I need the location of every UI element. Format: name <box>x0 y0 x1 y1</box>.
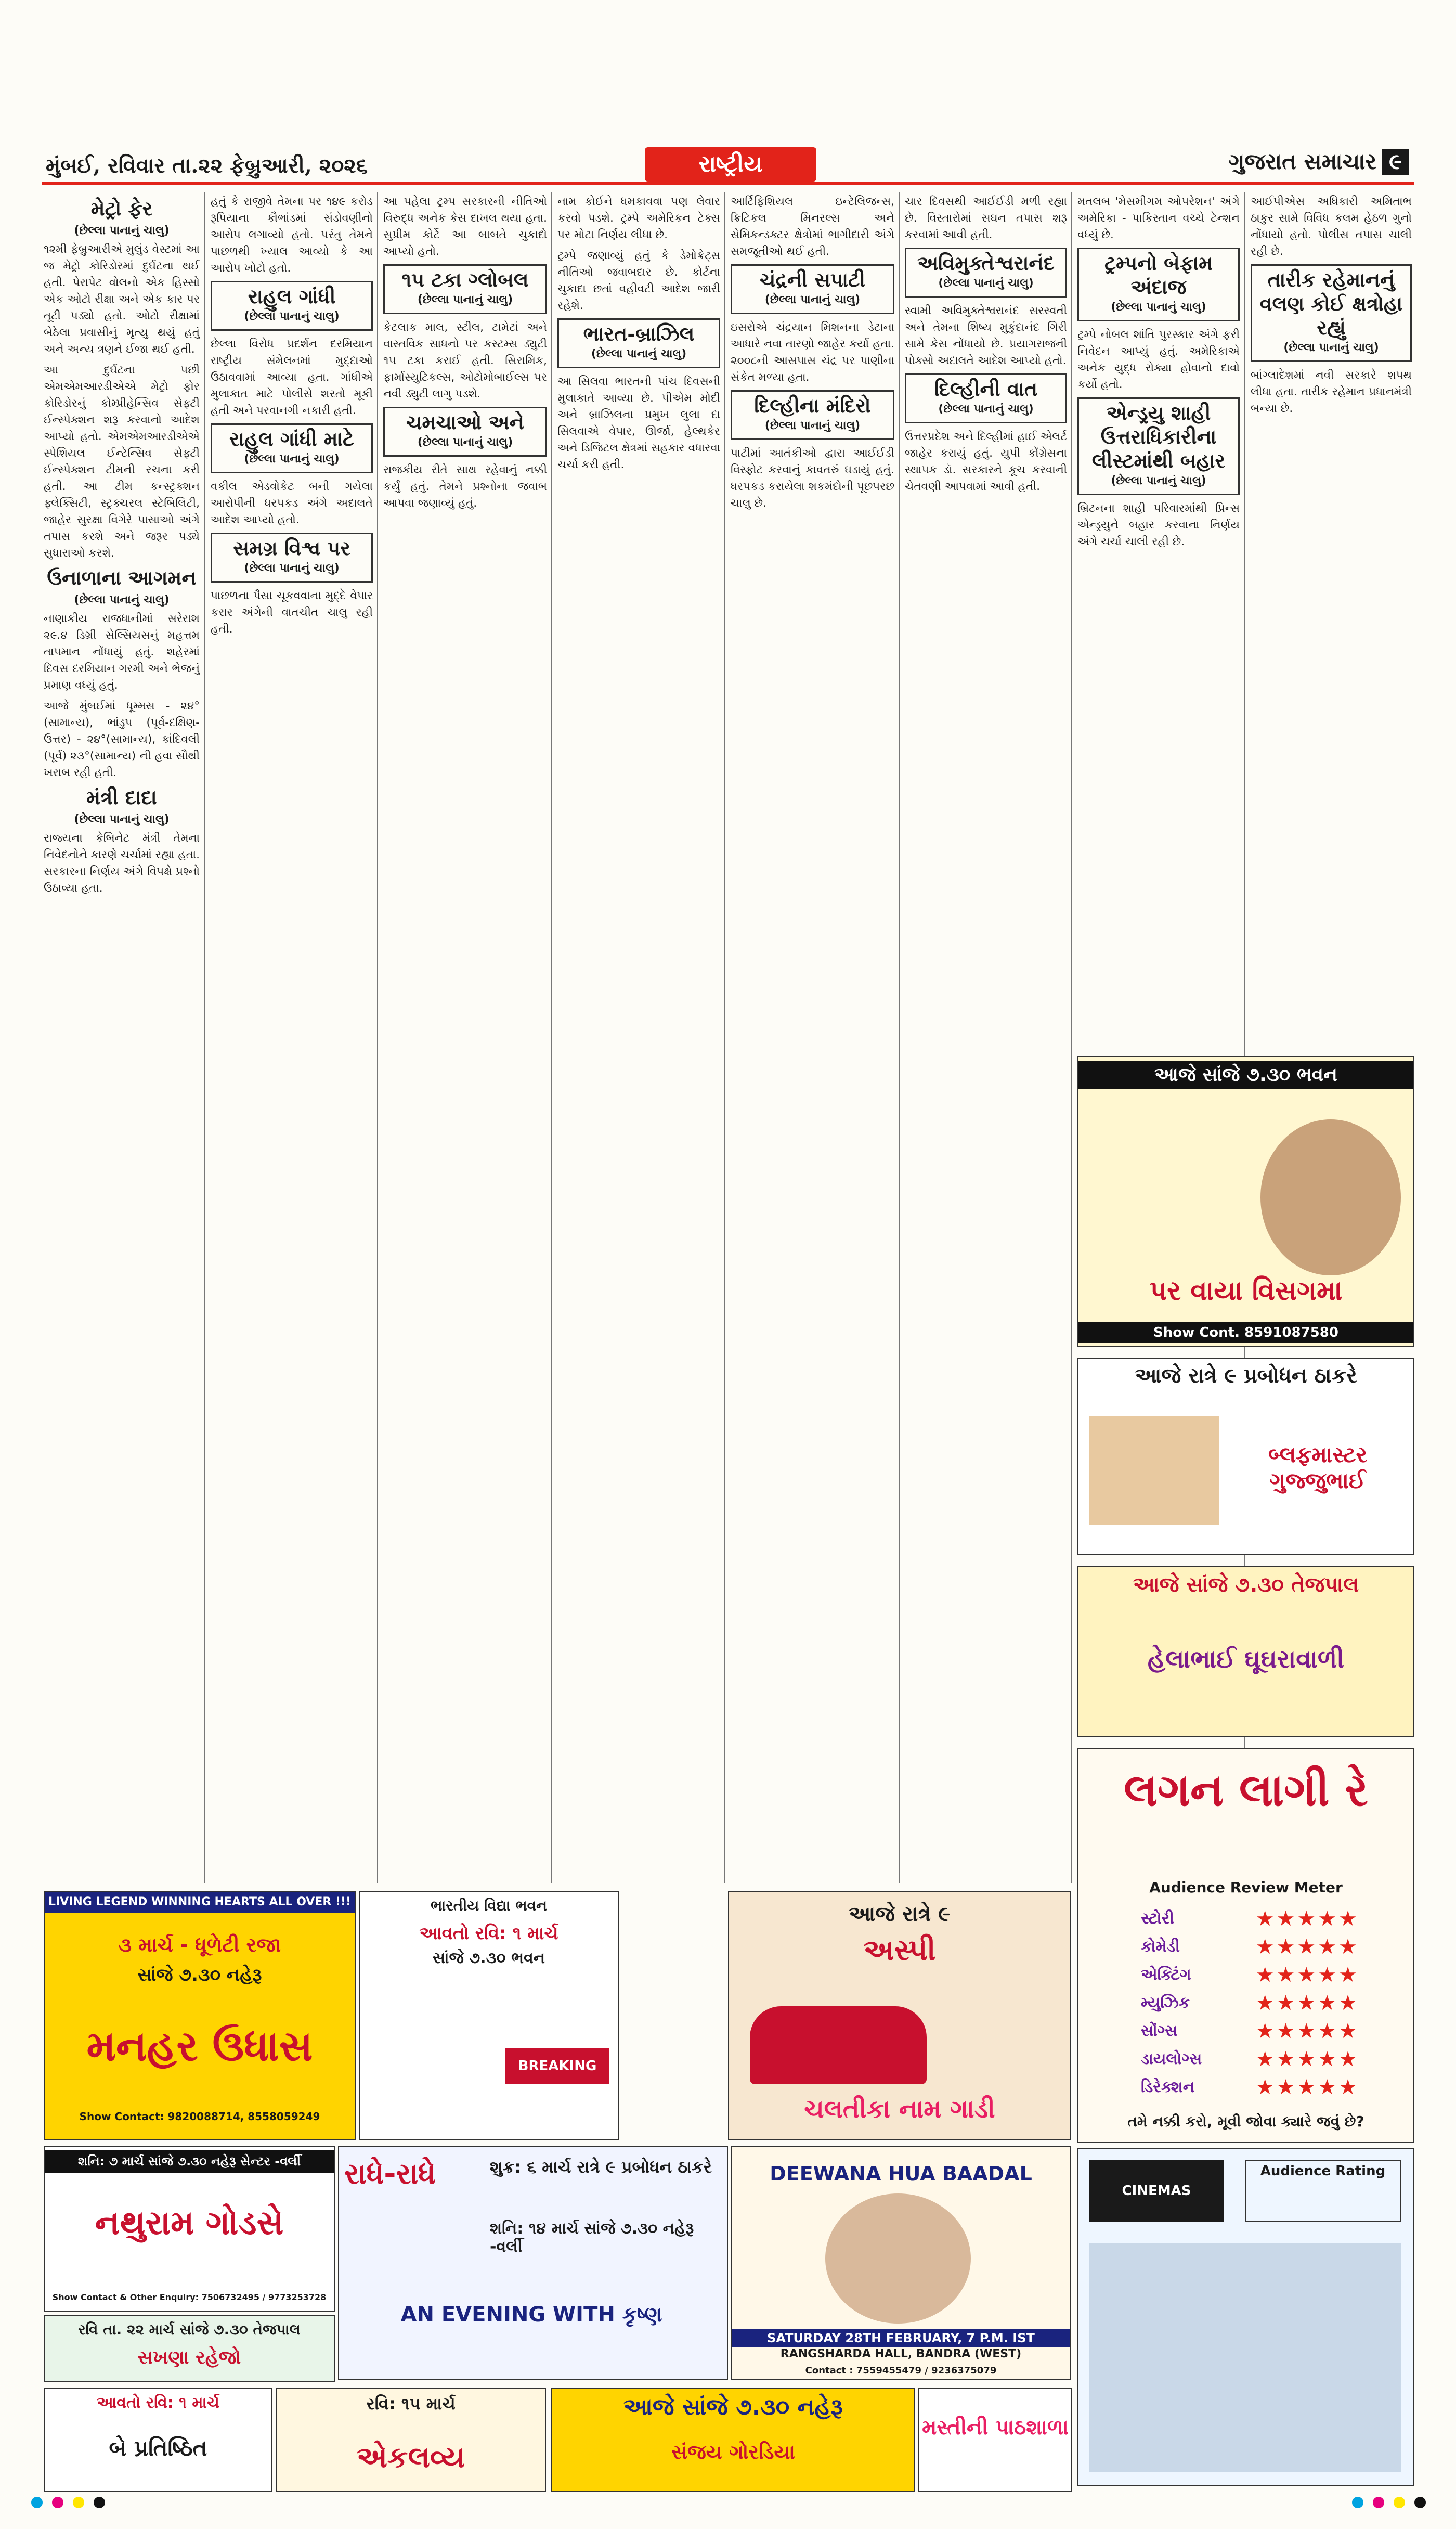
review-meter-row <box>1141 1905 1359 1933</box>
headline-box <box>211 533 373 583</box>
star-rating-icon: ★★★★★ <box>1255 1991 1359 2015</box>
ad-date: શુક્ર: ૬ માર્ચ રાત્રે ૯ પ્રબોધન ઠાકરે <box>490 2157 712 2177</box>
review-meter-label: સોંગ્સ <box>1141 2022 1178 2040</box>
paragraph: ૧૨મી ફેબ્રુઆરીએ મુલુંડ વેસ્ટમાં આ જ મેટ્રો કોરિડોરમાં દુર્ઘટના થઈ હતી. પેરાપેટ વોલનો એક હિસ્સો એક ઓટો રીક્ષા અને એક કાર પર તૂટી પડ્યો હતો. ઓટો રીક્ષામાં બેઠેલા પ્રવાસીનું મૃત્યુ થયું હતું અને અન્ય ત્રણને ઈજા થઈ હતી. <box>44 243 200 356</box>
headline-box <box>557 318 720 368</box>
column-2 <box>211 193 373 1884</box>
actor-photo <box>1089 1416 1219 1525</box>
review-meter-label: મ્યુઝિક <box>1141 1994 1190 2012</box>
paragraph: નાણાકીય રાજધાનીમાં સરેરાશ ૨૯.૪ ડિગ્રી સેલ્સિયસનું મહત્તમ તાપમાન નોંધાયું હતું. શહેરમાં દિવસ દરમિયાન ગરમી અને ભેજનું પ્રમાણ વધ્યું હતું. <box>44 612 200 692</box>
paragraph: આર્ટિફિશિયલ ઇન્ટેલિજન્સ, ક્રિટિકલ મિનરલ્સ અને સેમિકન્ડક્ટર ક્ષેત્રોમાં ભાગીદારી અંગે સમજૂતીઓ થઈ હતી. <box>731 195 894 258</box>
continued-note: (છેલ્લા પાનાનું ચાલુ) <box>764 293 861 306</box>
car-illustration <box>750 2006 927 2084</box>
ad-chalti-ka-naam-gaadi[interactable] <box>728 1891 1071 2140</box>
singer-photo <box>825 2193 971 2324</box>
ad-subtitle: સંજય ગોરડિયા <box>671 2441 795 2463</box>
headline: ચમચાઓ અને <box>406 410 524 434</box>
paragraph: ચાર દિવસથી આઈઈડી મળી રહ્યા છે. વિસ્તારોમાં સઘન તપાસ શરૂ કરવામાં આવી હતી. <box>905 195 1067 241</box>
ad-title: આજે સાંજે ૭.૩૦ નહેરૂ <box>623 2394 843 2420</box>
review-meter <box>1141 1905 1359 2101</box>
ad-tagline: LIVING LEGEND WINNING HEARTS ALL OVER !!! <box>45 1892 355 1913</box>
ad-date: આવતો રવિ: ૧ માર્ચ <box>97 2394 219 2412</box>
continued-note: (છેલ્લા પાનાનું ચાલુ) <box>938 403 1034 416</box>
ad-radhe-radhe[interactable] <box>338 2146 728 2380</box>
review-meter-label: ડાયલોગ્સ <box>1141 2050 1202 2068</box>
headline: સમગ્ર વિશ્વ પર <box>233 536 350 560</box>
ad-par-vaya-visgama[interactable] <box>1077 1056 1414 1347</box>
cyan-dot <box>31 2497 43 2508</box>
ad-title: બે પ્રતિષ્ઠિત <box>109 2435 207 2461</box>
cyan-dot <box>1352 2497 1363 2508</box>
paragraph: ઇસરોએ ચંદ્રયાન મિશનના ડેટાના આધારે નવા તારણો જાહેર કર્યા હતા. ૨૦૦૮ની આસપાસ ચંદ્ર પર પાણીના સંકેત મળ્યા હતા. <box>731 321 894 384</box>
paragraph: આઈપીએસ અધિકારી અમિતાભ ઠાકુર સામે વિવિધ કલમ હેઠળ ગુનો નોંધાયો હતો. પોલીસ તપાસ ચાલી રહી છે. <box>1251 195 1412 258</box>
star-rating-icon: ★★★★★ <box>1255 2019 1359 2043</box>
continued-note: (છેલ્લા પાનાનું ચાલુ) <box>417 293 513 306</box>
review-meter-row <box>1141 1933 1359 1961</box>
ad-venue: અસ્પી <box>863 1933 936 1967</box>
continued-note: (છેલ્લા પાનાનું ચાલુ) <box>74 813 170 826</box>
paragraph: આજે મુંબઈમાં ધૂમ્મસ - ૨૪°(સામાન્ય), ભાંડુપ (પૂર્વ-દક્ષિણ-ઉત્તર) - ૨૪°(સામાન્ય), કાંદિવલી (પૂર્વ) ૨૩°(સામાન્ય) ની હવા સૌથી ખરાબ રહી હતી. <box>44 700 200 779</box>
ad-date: SATURDAY 28TH FEBRUARY, 7 P.M. IST <box>732 2329 1070 2347</box>
column-8 <box>1251 193 1412 1026</box>
column-1 <box>44 193 200 1884</box>
review-meter-row <box>1141 2017 1359 2045</box>
actor-photo <box>1260 1119 1401 1275</box>
ad-date: શનિ: ૭ માર્ચ સાંજે ૭.૩૦ નહેરૂ સેન્ટર -વર્લી <box>45 2150 334 2173</box>
column-divider <box>724 192 725 1883</box>
headline-box <box>905 373 1067 423</box>
headline: અવિમુક્તેશ્વરાનંદ <box>917 251 1055 275</box>
ad-footer: તમે નક્કી કરો, મૂવી જોવા ક્યારે જવું છે? <box>1127 2113 1364 2130</box>
column-divider <box>204 192 205 1883</box>
ad-date-2: શનિ: ૧૪ માર્ચ સાંજે ૭.૩૦ નહેરૂ -વર્લી <box>490 2220 694 2256</box>
review-meter-row <box>1141 1989 1359 2017</box>
section-tag: રાષ્ટ્રીય <box>645 147 816 182</box>
issue-date: મુંબઈ, રવિવાર તા.૨૨ ફેબ્રુઆરી, ૨૦૨૬ <box>46 153 368 178</box>
movie-still <box>1089 2243 1401 2472</box>
column-divider <box>377 192 378 1883</box>
ad-sanjay-goradia[interactable] <box>551 2388 915 2492</box>
headline-box <box>905 248 1067 298</box>
headline-box <box>1077 248 1240 321</box>
ad-bluffmaster-gujjubhai[interactable] <box>1077 1358 1414 1555</box>
ad-contact: Show Contact: 9820088714, 8558059249 <box>79 2110 320 2123</box>
ad-breaking-news[interactable] <box>359 1891 619 2140</box>
magenta-dot <box>1373 2497 1384 2508</box>
column-6 <box>905 193 1067 1884</box>
continued-note: (છેલ્લા પાનાનું ચાલુ) <box>244 453 340 466</box>
headline: ટ્રમ્પનો બેફામ અંદાજ <box>1104 251 1213 299</box>
headline: રાહુલ ગાંધી <box>248 285 336 308</box>
column-4 <box>557 193 720 1884</box>
ad-badge: BREAKING NEWS <box>505 2048 609 2084</box>
black-dot <box>94 2497 105 2508</box>
ad-contact: Show Cont. 8591087580 <box>1078 1322 1413 1343</box>
paragraph: બ્રિટનના શાહી પરિવારમાંથી પ્રિન્સ એન્ડ્રયુને બહાર કરવાના નિર્ણય અંગે ચર્ચા ચાલી રહી છે. <box>1077 502 1240 548</box>
paragraph: સ્વામી અવિમુક્તેશ્વરાનંદ સરસ્વતી અને તેમના શિષ્ય મુકુંદાનંદ ગિરી સામે કેસ નોંધાયો છે. પ્રયાગરાજની પોક્સો અદાલતે આદેશ આપ્યો હતો. <box>905 304 1067 367</box>
ad-date: આજે રાત્રે ૯ પ્રબોધન ઠાકરે <box>1135 1364 1357 1388</box>
ad-title: રવિ તા. ૨૨ માર્ચ સાંજે ૭.૩૦ તેજપાલ <box>78 2321 301 2338</box>
ad-title: પર વાયા વિસગમા <box>1149 1275 1343 1307</box>
ad-title: ભારતીય વિદ્યા ભવન <box>431 1897 547 1914</box>
ad-time: સાંજે ૭.૩૦ નહેરૂ <box>137 1965 262 1985</box>
continued-note: (છેલ્લા પાનાનું ચાલુ) <box>764 419 861 432</box>
ad-title: રાધે-રાધે <box>344 2157 436 2191</box>
ad-title: લગન લાગી રે <box>1124 1764 1368 1816</box>
ad-be-pratishthit[interactable] <box>44 2388 272 2492</box>
column-7 <box>1077 193 1240 1047</box>
headline: રાહુલ ગાંધી માટે <box>229 427 355 450</box>
star-rating-icon: ★★★★★ <box>1255 1935 1359 1959</box>
paragraph: છેલ્લા વિરોધ પ્રદર્શન દરમિયાન રાષ્ટ્રીય સંમેલનમાં મુદ્દાઓ ઉઠાવવામાં આવ્યા હતા. ગાંધીએ મુલાકાત માટે પોલીસે શરતો મૂકી હતી અને પરવાનગી નકારી હતી. <box>211 338 373 417</box>
review-meter-label: સ્ટોરી <box>1141 1909 1174 1928</box>
ad-manhar-udhas[interactable] <box>44 1891 356 2140</box>
headline: તારીક રહેમાનનું વલણ કોઈ ક્ષત્રોહા રહ્યું <box>1259 268 1403 339</box>
continued-note: (છેલ્લા પાનાનું ચાલુ) <box>244 310 340 323</box>
cinema-logo: CINEMAS <box>1089 2160 1224 2222</box>
continued-note: (છેલ્લા પાનાનું ચાલુ) <box>244 562 340 575</box>
ad-contact: Show Contact & Other Enquiry: 7506732495 / 9773253728 <box>52 2292 327 2302</box>
paragraph: રાજ્યના કેબિનેટ મંત્રી તેમના નિવેદનોને કારણે ચર્ચામાં રહ્યા હતા. સરકારના નિર્ણય અંગે વિપક્ષે પ્રશ્નો ઉઠાવ્યા હતા. <box>44 832 200 895</box>
black-dot <box>1414 2497 1426 2508</box>
review-meter-label: Audience Review Meter <box>1149 1879 1343 1896</box>
paragraph: ટ્રમ્પે જણાવ્યું હતું કે ડેમોક્રેટ્સ નીતિઓ જવાબદાર છે. કોર્ટના ચુકાદા છતાં વહીવટી આદેશ જારી રહેશે. <box>557 249 720 312</box>
ad-title: હેલાભાઈ ઘૂઘરાવાળી <box>1147 1645 1345 1674</box>
column-divider <box>551 192 552 1883</box>
paragraph: વકીલ એડવોકેટ બની ગયેલા આરોપીની ધરપકડ અંગે અદાલતે આદેશ આપ્યો હતો. <box>211 480 373 526</box>
headline-box <box>731 390 894 440</box>
header-rule <box>42 182 1414 185</box>
headline-box <box>383 407 547 457</box>
review-meter-row <box>1141 1961 1359 1989</box>
paragraph: ઉત્તરપ્રદેશ અને દિલ્હીમાં હાઈ એલર્ટ જાહેર કરાયું હતું. યુપી કોંગ્રેસના સ્થાપક ડૉ. સરકારને કૂચ કરવાની ચેતવણી આપવામાં આવી હતી. <box>905 430 1067 493</box>
ad-banner: આજે સાંજે ૭.૩૦ ભવન <box>1078 1061 1413 1089</box>
ad-sakhna-rahejo[interactable] <box>44 2315 335 2382</box>
continued-note: (છેલ્લા પાનાનું ચાલુ) <box>74 593 170 607</box>
headline: દિલ્હીના મંદિરો <box>754 394 871 417</box>
registration-strip <box>31 2497 1425 2511</box>
headline-box <box>731 264 894 314</box>
column-3 <box>383 193 547 1884</box>
review-meter-row <box>1141 2073 1359 2101</box>
headline: ૧૫ ટકા ગ્લોબલ <box>401 268 529 291</box>
brand-name: ગુજરાત સમાચાર <box>1228 149 1377 174</box>
paragraph: પાછળના પૈસા ચૂકવવાના મુદ્દે વેપાર કરાર અંગેની વાતચીત ચાલુ રહી હતી. <box>211 589 373 636</box>
star-rating-icon: ★★★★★ <box>1255 2047 1359 2071</box>
rating-label: Audience Rating <box>1245 2160 1401 2222</box>
yellow-dot <box>1394 2497 1405 2508</box>
review-meter-label: ડિરેક્શન <box>1141 2078 1195 2096</box>
ad-title: એકલવ્ય <box>356 2441 465 2474</box>
ad-date: આજે રાત્રે ૯ <box>849 1902 951 1926</box>
column-divider <box>1071 192 1072 1883</box>
review-meter-label: એક્ટિંગ <box>1141 1966 1191 1984</box>
ad-title: મસ્તીની પાઠશાળા <box>922 2416 1069 2440</box>
paragraph: નામ કોઈને ધમકાવવા પણ લેવાર કરવો પડશે. ટ્રમ્પે અમેરિકન ટેક્સ પર મોટા નિર્ણય લીધા છે. <box>557 195 720 241</box>
ad-deewana-hua-baadal[interactable] <box>731 2146 1071 2380</box>
page-number: ૯ <box>1382 149 1409 175</box>
ad-title: નથુરામ ગોડસે <box>95 2204 284 2242</box>
magenta-dot <box>52 2497 63 2508</box>
paragraph: મતલબ 'મેસમીગમ ઓપરેશન' અંગે અમેરિકા - પાકિસ્તાન વચ્ચે ટેન્શન વધ્યું છે. <box>1077 195 1240 241</box>
paragraph: આ દુર્ઘટના પછી એમએમઆરડીએએ મેટ્રો ફોર કોરિડોરનું કોમ્પ્રીહેન્સિવ સેફ્ટી ઈન્સ્પેક્શન શરૂ કરવાનો આદેશ આપ્યો હતો. એમએમઆરડીએએ સ્પેશિયલ ઈન્ટેન્સિવ સેફ્ટી ઈન્સ્પેક્શન ટીમની રચના કરી હતી. આ ટીમ કન્સ્ટ્રક્શન ફ્લેક્સિટી, સ્ટ્રક્ચરલ સ્ટેબિલિટી, જાહેર સુરક્ષા વિગેરે પાસાઓ અંગે તપાસ કરશે અને જરૂર પડ્યે સુધારાઓ કરશે. <box>44 364 200 560</box>
masthead <box>1149 149 1409 180</box>
headline: મેટ્રો ફેર <box>90 197 153 220</box>
paragraph: પાટીમાં આતંકીઓ દ્વારા આઈઈડી વિસ્ફોટ કરવાનું કાવતરું ઘડાયું હતું. ધરપકડ કરાયેલા શકમંદોની પૂછપરછ ચાલુ છે. <box>731 447 894 510</box>
paragraph: બાંગ્લાદેશમાં નવી સરકારે શપથ લીધા હતા. તારીક રહેમાન પ્રધાનમંત્રી બન્યા છે. <box>1251 369 1412 415</box>
headline: એન્ડ્રયુ શાહી ઉત્તરાધિકારીના લીસ્ટમાંથી બહાર <box>1091 401 1226 472</box>
ad-title: બ્લફમાસ્ટર ગુજ્જુભાઈ <box>1268 1442 1368 1493</box>
ad-cinemas[interactable] <box>1077 2148 1414 2486</box>
ad-helabhai[interactable] <box>1077 1566 1414 1737</box>
paragraph: આ સિલવા ભારતની પાંચ દિવસની મુલાકાતે આવ્યા છે. પીએમ મોદી અને બ્રાઝિલના પ્રમુખ લુલા દા સિલવાએ વેપાર, ઊર્જા, હેલ્થકેર અને ડિજિટલ ક્ષેત્રમાં સહકાર વધારવા ચર્ચા કરી હતી. <box>557 375 720 471</box>
ad-title: ચલતીકા નામ ગાડી <box>804 2095 995 2124</box>
continued-note: (છેલ્લા પાનાનું ચાલુ) <box>1111 301 1206 314</box>
ad-contact: Contact : 7559455479 / 9236375079 <box>805 2365 997 2376</box>
continued-note: (છેલ્લા પાનાનું ચાલુ) <box>417 436 513 449</box>
continued-note: (છેલ્લા પાનાનું ચાલુ) <box>938 277 1034 290</box>
headline-box <box>1251 264 1412 362</box>
star-rating-icon: ★★★★★ <box>1255 1907 1359 1931</box>
review-meter-row <box>1141 2045 1359 2073</box>
ad-subtitle: સખણા રહેજો <box>137 2347 241 2368</box>
continued-note: (છેલ્લા પાનાનું ચાલુ) <box>1283 341 1379 354</box>
yellow-dot <box>73 2497 84 2508</box>
continued-note: (છેલ્લા પાનાનું ચાલુ) <box>74 224 170 237</box>
ad-title: મનહર ઉધાસ <box>86 2022 313 2070</box>
ad-title: DEEWANA HUA BAADAL <box>770 2162 1032 2185</box>
ad-subtitle: AN EVENING WITH કૃષ્ણ <box>400 2303 662 2327</box>
ad-date: આજે સાંજે ૭.૩૦ તેજપાલ <box>1133 1573 1359 1597</box>
star-rating-icon: ★★★★★ <box>1255 2075 1359 2099</box>
ad-date: રવિ: ૧૫ માર્ચ <box>366 2394 456 2414</box>
column-5 <box>731 193 894 1884</box>
paragraph: કેટલાક માલ, સ્ટીલ, ટામેટાં અને વાસ્તવિક સાધનો પર કસ્ટમ્સ ડ્યુટી ૧૫ ટકા કરાઈ હતી. સિરામિક, ફાર્માસ્યુટિકલ્સ, ઓટોમોબાઈલ્સ પર નવી ડ્યુટી લાગુ પડશે. <box>383 321 547 401</box>
ad-lagan-lagi-re[interactable] <box>1077 1748 1414 2143</box>
continued-note: (છેલ્લા પાનાનું ચાલુ) <box>591 347 687 360</box>
ad-date: ૩ માર્ચ - ધૂળેટી રજા <box>118 1933 281 1956</box>
ad-time: સાંજે ૭.૩૦ ભવન <box>432 1949 545 1967</box>
headline-box <box>211 281 373 331</box>
column-divider <box>899 192 900 1883</box>
paragraph: રાજકીય રીતે સાથ રહેવાનું નક્કી કર્યું હતું. તેમને પ્રશ્નોના જવાબ આપવા જણાવ્યું હતું. <box>383 463 547 510</box>
headline: ઉનાળાના આગમન <box>47 566 197 589</box>
headline-box <box>1077 397 1240 495</box>
headline: મંત્રી દાદા <box>86 785 157 809</box>
headline: ભારત-બ્રાઝિલ <box>583 322 695 345</box>
headline-box <box>211 423 373 473</box>
headline-box <box>383 264 547 314</box>
headline: દિલ્હીની વાત <box>934 377 1038 401</box>
ad-venue: RANGSHARDA HALL, BANDRA (WEST) <box>780 2347 1022 2360</box>
ad-eklavya[interactable] <box>276 2388 546 2492</box>
review-meter-label: કોમેડી <box>1141 1938 1180 1956</box>
paragraph: હતું કે રાજીવે તેમના પર ૧૪૯ કરોડ રૂપિયાના કૌભાંડમાં સંડોવણીનો આરોપ લગાવ્યો હતો. પરંતુ તેમને પાછળથી ખ્યાલ આવ્યો કે આ આરોપ ખોટો હતો. <box>211 195 373 275</box>
ad-masti-ni-pathshala[interactable] <box>918 2388 1072 2492</box>
continued-note: (છેલ્લા પાનાનું ચાલુ) <box>1111 474 1206 487</box>
ad-nathuram-godse[interactable] <box>44 2146 335 2312</box>
star-rating-icon: ★★★★★ <box>1255 1963 1359 1987</box>
ad-date: આવતો રવિ: ૧ માર્ચ <box>419 1923 558 1944</box>
headline: ચંદ્રની સપાટી <box>759 268 865 291</box>
paragraph: આ પહેલા ટ્રમ્પ સરકારની નીતિઓ વિરુદ્ધ અનેક કેસ દાખલ થયા હતા. સુપ્રીમ કોર્ટે આ બાબતે ચુકાદો આપ્યો હતો. <box>383 195 547 258</box>
paragraph: ટ્રમ્પે નોબલ શાંતિ પુરસ્કાર અંગે ફરી નિવેદન આપ્યું હતું. અમેરિકાએ અનેક યુદ્ધ રોક્યા હોવાનો દાવો કર્યો હતો. <box>1077 328 1240 391</box>
